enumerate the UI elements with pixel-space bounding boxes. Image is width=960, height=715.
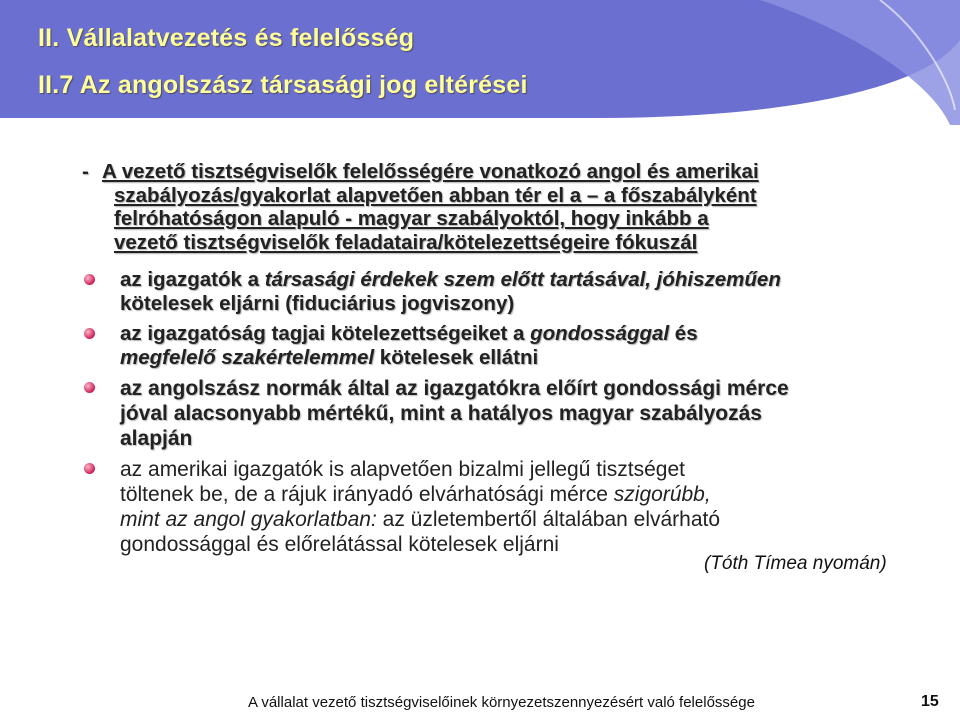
bullet-dot-icon bbox=[84, 328, 95, 339]
bullet-dot-icon bbox=[84, 382, 95, 393]
bullet-3-line-1: az angolszász normák által az igazgatókra előírt gondossági mérce bbox=[120, 377, 789, 400]
bullet-4-line-1: az amerikai igazgatók is alapvetően bizalmi jellegű tisztséget bbox=[120, 458, 685, 481]
bullet-1-line-2: kötelesek eljárni (fiduciárius jogviszony) bbox=[120, 292, 515, 315]
bullet-2-italic-2: megfelelő szakértelemmel bbox=[120, 346, 375, 369]
header-band bbox=[0, 0, 960, 130]
bullet-4-line-3: az üzletembertől általában elvárható bbox=[376, 508, 721, 531]
intro-paragraph bbox=[82, 160, 918, 254]
bullet-dot-icon bbox=[84, 463, 95, 474]
bullet-2-line-2: kötelesek ellátni bbox=[374, 346, 539, 369]
intro-line-1: A vezető tisztségviselők felelősségére vonatkozó angol és amerikai bbox=[102, 160, 759, 183]
bullet-3-line-2: jóval alacsonyabb mértékű, mint a hatályos magyar szabályozás bbox=[120, 402, 762, 425]
intro-line-3: felróhatóságon alapuló - magyar szabályoktól, hogy inkább a bbox=[114, 207, 709, 230]
bullet-item-4 bbox=[84, 457, 934, 557]
intro-line-2: szabályozás/gyakorlat alapvetően abban tér el a – a főszabályként bbox=[114, 183, 757, 207]
bullet-1-italic: társasági érdekek szem előtt tartásával, jóhiszeműen bbox=[264, 268, 781, 291]
bullet-item-2 bbox=[84, 322, 934, 370]
intro-dash: - bbox=[82, 160, 89, 183]
bullet-3-line-3: alapján bbox=[120, 427, 193, 450]
bullet-4-italic-2: mint az angol gyakorlatban: bbox=[120, 508, 377, 531]
bullet-dot-icon bbox=[84, 274, 95, 285]
bullet-4-line-2: töltenek be, de a rájuk irányadó elvárhatósági mérce bbox=[120, 483, 614, 506]
slide-title: II. Vállalatvezetés és felelősség bbox=[38, 24, 415, 52]
page-number: 15 bbox=[921, 693, 939, 710]
footer-text: A vállalat vezető tisztségviselőinek környezetszennyezésért való felelőssége bbox=[248, 694, 755, 711]
bullet-item-3 bbox=[84, 376, 934, 451]
source-citation: (Tóth Tímea nyomán) bbox=[704, 553, 887, 574]
bullet-2-italic: gondossággal bbox=[530, 322, 670, 345]
slide-header bbox=[0, 0, 960, 130]
bullet-2-text-end: és bbox=[669, 322, 698, 345]
bullet-list bbox=[84, 268, 934, 563]
bullet-4-line-4: gondossággal és előrelátással kötelesek eljárni bbox=[120, 533, 559, 556]
intro-line-4: vezető tisztségviselők feladataira/kötelezettségeire fókuszál bbox=[114, 230, 698, 254]
bullet-1-text: az igazgatók a bbox=[120, 268, 265, 291]
bullet-item-1 bbox=[84, 268, 934, 316]
bullet-4-italic: szigorúbb, bbox=[613, 483, 711, 506]
bullet-2-text: az igazgatóság tagjai kötelezettségeiket a bbox=[120, 322, 531, 345]
slide-subtitle: II.7 Az angolszász társasági jog eltérései bbox=[38, 71, 528, 99]
